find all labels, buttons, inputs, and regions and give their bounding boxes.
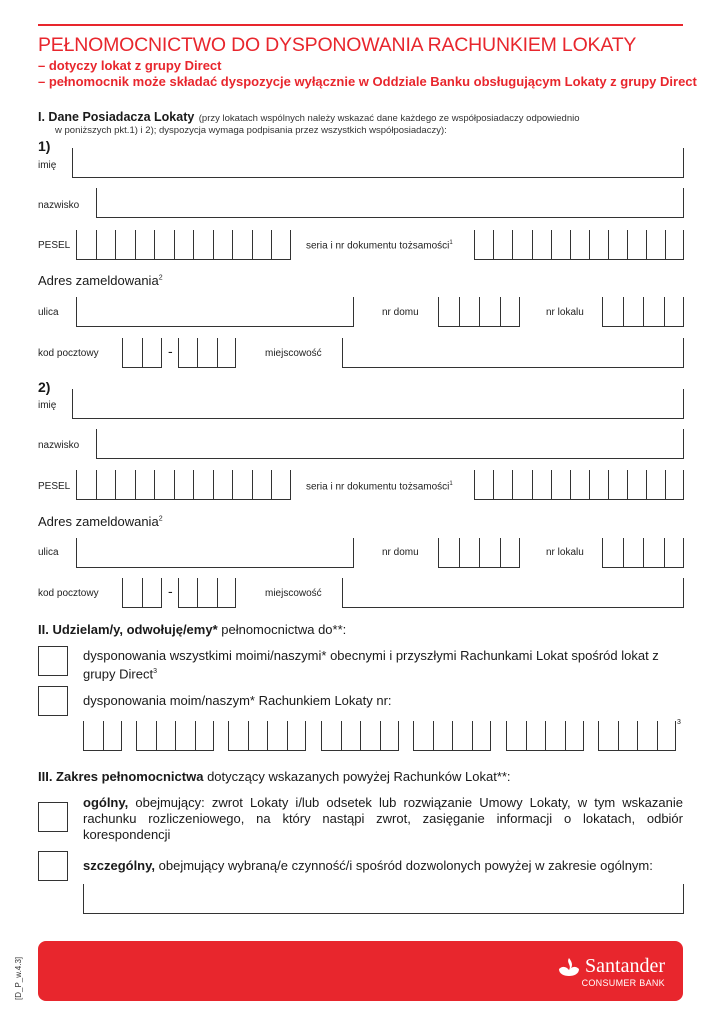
specific-scope-field[interactable] (83, 884, 684, 914)
account-number-group[interactable] (506, 721, 584, 751)
first-name-label: imię (38, 400, 57, 411)
top-rule (38, 24, 683, 26)
section2-heading: II. Udzielam/y, odwołuję/emy* pełnomocnictwa do**: (38, 622, 347, 637)
holder-2-city-field[interactable] (342, 578, 684, 608)
holder-1-id-document-field[interactable] (474, 230, 684, 260)
subtitle-direct: – dotyczy lokat z grupy Direct (38, 58, 222, 73)
address-heading: Adres zameldowania$^2$ (38, 514, 163, 529)
general-scope-label: ogólny, obejmujący: zwrot Lokaty i/lub odsetek lub rozwiązanie Umowy Lokaty, w tym wskazanie rachunku rozliczeniowego, na który nastąpi zwrot, zasięganie informacji o lokatach, odbiór korespondencji (83, 795, 683, 842)
apartment-number-label: nr lokalu (546, 307, 584, 318)
all-accounts-checkbox[interactable] (38, 646, 68, 676)
city-label: miejscowość (265, 588, 322, 599)
holder-2-house-number-field[interactable] (438, 538, 520, 568)
section1-note: w poniższych pkt.1) i 2); dyspozycja wymaga podpisania przez wszystkich współposiadaczy): (55, 125, 447, 136)
postal-code-label: kod pocztowy (38, 588, 99, 599)
account-number-group[interactable] (413, 721, 491, 751)
holder-1-street-field[interactable] (76, 297, 354, 327)
account-number-group[interactable] (228, 721, 306, 751)
general-scope-checkbox[interactable] (38, 802, 68, 832)
section3-heading: III. Zakres pełnomocnictwa dotyczący wskazanych powyżej Rachunków Lokat**: (38, 769, 511, 784)
postal-code-dash: - (168, 583, 173, 599)
specific-scope-checkbox[interactable] (38, 851, 68, 881)
holder-1-postal-code-prefix[interactable] (122, 338, 162, 368)
postal-code-label: kod pocztowy (38, 348, 99, 359)
last-name-label: nazwisko (38, 440, 80, 451)
pesel-label: PESEL (38, 481, 71, 492)
holder-2-street-field[interactable] (76, 538, 354, 568)
subtitle-branch: – pełnomocnik może składać dyspozycje wyłącznie w Oddziale Banku obsługującym Lokaty z grupy Direct (38, 74, 697, 89)
specific-scope-label: szczególny, obejmujący wybraną/e czynność/i spośród dozwolonych powyżej w zakresie ogólnym: (83, 858, 653, 873)
address-heading: Adres zameldowania$^2$ (38, 273, 163, 288)
account-number-group[interactable] (83, 721, 122, 751)
last-name-label: nazwisko (38, 200, 80, 211)
holder-2-last-name-field[interactable] (96, 429, 684, 459)
holder-1-house-number-field[interactable] (438, 297, 520, 327)
holder-2-first-name-field[interactable] (72, 389, 684, 419)
single-account-checkbox[interactable] (38, 686, 68, 716)
holder-2-postal-code-suffix[interactable] (178, 578, 236, 608)
street-label: ulica (38, 307, 59, 318)
holder-1-city-field[interactable] (342, 338, 684, 368)
account-footnote: 3 (677, 719, 681, 726)
holder-1-first-name-field[interactable] (72, 148, 684, 178)
single-account-option-label: dysponowania moim/naszym* Rachunkiem Lokaty nr: (83, 693, 392, 708)
account-number-group[interactable] (321, 721, 399, 751)
holder-2-id-document-field[interactable] (474, 470, 684, 500)
first-name-label: imię (38, 160, 57, 171)
city-label: miejscowość (265, 348, 322, 359)
page-title: PEŁNOMOCNICTWO DO DYSPONOWANIA RACHUNKIEM LOKATY (38, 34, 637, 56)
santander-logo: Santander CONSUMER BANK (558, 955, 665, 988)
account-number-group[interactable] (598, 721, 676, 751)
holder-2-apartment-number-field[interactable] (602, 538, 684, 568)
holder-1-last-name-field[interactable] (96, 188, 684, 218)
all-accounts-option-label: dysponowania wszystkimi moimi/naszymi* obecnymi i przyszłymi Rachunkami Lokat spośród lokat z grupy Direct$^3$ (83, 648, 659, 682)
holder-2-pesel-field[interactable] (76, 470, 291, 500)
account-number-field[interactable] (83, 721, 683, 753)
holder-1-pesel-field[interactable] (76, 230, 291, 260)
house-number-label: nr domu (382, 547, 419, 558)
holder-1-number: 1) (38, 138, 51, 154)
footer-bar (38, 941, 683, 1001)
id-document-label: seria i nr dokumentu tożsamości$^1$ (306, 240, 453, 252)
holder-1-apartment-number-field[interactable] (602, 297, 684, 327)
holder-1-postal-code-suffix[interactable] (178, 338, 236, 368)
account-number-group[interactable] (136, 721, 214, 751)
holder-2-postal-code-prefix[interactable] (122, 578, 162, 608)
form-code: [D_P_w.4.3] (14, 956, 23, 1000)
apartment-number-label: nr lokalu (546, 547, 584, 558)
house-number-label: nr domu (382, 307, 419, 318)
pesel-label: PESEL (38, 240, 71, 251)
id-document-label: seria i nr dokumentu tożsamości$^1$ (306, 481, 453, 493)
flame-icon (558, 957, 580, 977)
section1-heading: I. Dane Posiadacza Lokaty (przy lokatach wspólnych należy wskazać dane każdego ze współposiadaczy odpowiednio (38, 110, 580, 124)
postal-code-dash: - (168, 343, 173, 359)
holder-2-number: 2) (38, 379, 51, 395)
street-label: ulica (38, 547, 59, 558)
